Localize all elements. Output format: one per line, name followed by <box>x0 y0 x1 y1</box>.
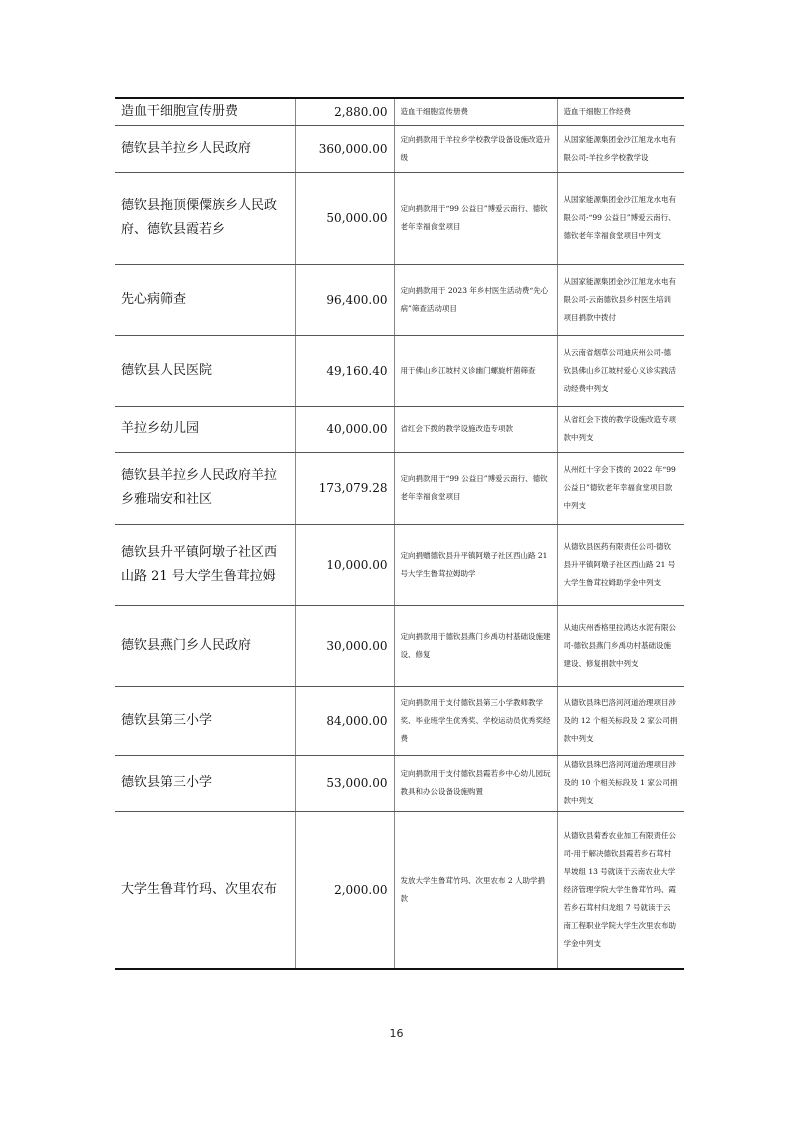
usage-description: 定向捐款用于 2023 年乡村医生活动费“先心病”筛查活动项目 <box>394 264 557 335</box>
recipient-name: 德钦县羊拉乡人民政府羊拉乡雅瑞安和社区 <box>115 452 295 524</box>
amount-value: 2,880.00 <box>295 98 394 125</box>
usage-description: 造血干细胞宣传册费 <box>394 98 557 125</box>
table-row <box>115 452 684 524</box>
fund-source: 从德钦县珠巴洛河河道治理项目涉及的 10 个相关标段及 1 家公司捐款中列支 <box>557 755 684 811</box>
usage-description: 定向捐款用于“99 公益日”博爱云南行、德钦老年幸福食堂项目 <box>394 172 557 264</box>
recipient-name: 先心病筛查 <box>115 264 295 335</box>
usage-description: 定向捐款用于支付德钦县第三小学教师教学奖、毕业班学生优秀奖、学校运动员优秀奖经费 <box>394 686 557 755</box>
amount-value: 49,160.40 <box>295 335 394 406</box>
donation-table <box>115 97 684 970</box>
usage-description: 发放大学生鲁茸竹玛、次里农布 2 人助学捐款 <box>394 811 557 969</box>
recipient-name: 造血干细胞宣传册费 <box>115 98 295 125</box>
fund-source: 从国家能源集团金沙江旭龙水电有限公司-羊拉乡学校教学设 <box>557 125 684 172</box>
table-row <box>115 406 684 452</box>
usage-description: 定向捐赠德钦县升平镇阿墩子社区西山路 21 号大学生鲁茸拉姆助学 <box>394 524 557 605</box>
amount-value: 360,000.00 <box>295 125 394 172</box>
recipient-name: 德钦县人民医院 <box>115 335 295 406</box>
amount-value: 30,000.00 <box>295 605 394 686</box>
usage-description: 定向捐款用于羊拉乡学校教学设备设施改造升级 <box>394 125 557 172</box>
usage-description: 定向捐款用于支付德钦县霞若乡中心幼儿园玩教具和办公设备设施购置 <box>394 755 557 811</box>
table-row <box>115 98 684 125</box>
amount-value: 40,000.00 <box>295 406 394 452</box>
usage-description: 省红会下拨的教学设施改造专项款 <box>394 406 557 452</box>
recipient-name: 羊拉乡幼儿园 <box>115 406 295 452</box>
fund-source: 从州红十字会下拨的 2022 年“99 公益日”德钦老年幸福食堂项目款中列支 <box>557 452 684 524</box>
amount-value: 173,079.28 <box>295 452 394 524</box>
recipient-name: 德钦县升平镇阿墩子社区西山路 21 号大学生鲁茸拉姆 <box>115 524 295 605</box>
fund-source: 从德钦县珠巴洛河河道治理项目涉及的 12 个相关标段及 2 家公司捐款中列支 <box>557 686 684 755</box>
amount-value: 2,000.00 <box>295 811 394 969</box>
table-row <box>115 264 684 335</box>
fund-source: 从国家能源集团金沙江旭龙水电有限公司-云南德钦县乡村医生培训项目捐款中拨付 <box>557 264 684 335</box>
recipient-name: 德钦县燕门乡人民政府 <box>115 605 295 686</box>
amount-value: 84,000.00 <box>295 686 394 755</box>
table-row <box>115 125 684 172</box>
usage-description: 定向捐款用于“99 公益日”博爱云南行、德钦老年幸福食堂项目 <box>394 452 557 524</box>
recipient-name: 德钦县第三小学 <box>115 755 295 811</box>
table-row <box>115 686 684 755</box>
fund-source: 从国家能源集团金沙江旭龙水电有限公司-“99 公益日”博爱云南行、德钦老年幸福食堂项目中列支 <box>557 172 684 264</box>
table-row <box>115 524 684 605</box>
recipient-name: 大学生鲁茸竹玛、次里农布 <box>115 811 295 969</box>
fund-source: 造血干细胞工作经费 <box>557 98 684 125</box>
usage-description: 定向捐款用于德钦县燕门乡禹功村基础设施建设、修复 <box>394 605 557 686</box>
recipient-name: 德钦县羊拉乡人民政府 <box>115 125 295 172</box>
recipient-name: 德钦县拖顶傈僳族乡人民政府、德钦县霞若乡 <box>115 172 295 264</box>
amount-value: 96,400.00 <box>295 264 394 335</box>
usage-description: 用于佛山乡江坡村义诊幽门螺旋杆菌筛查 <box>394 335 557 406</box>
table-row <box>115 605 684 686</box>
fund-source: 从德钦县菊香农业加工有限责任公司-用于解决德钦县霞若乡石茸村旱坡组 13 号就读于云南农业大学经济管理学院大学生鲁茸竹玛、霞若乡石茸村归龙组 7 号就读于云南工程职业学院大学生次里农布助学金中列支 <box>557 811 684 969</box>
table-row <box>115 811 684 969</box>
amount-value: 10,000.00 <box>295 524 394 605</box>
recipient-name: 德钦县第三小学 <box>115 686 295 755</box>
fund-source: 从迪庆州香格里拉鸿达水泥有限公司-德钦县燕门乡禹功村基础设施建设、修复捐款中列支 <box>557 605 684 686</box>
fund-source: 从德钦县医药有限责任公司-德钦县升平镇阿墩子社区西山路 21 号大学生鲁茸拉姆助学金中列支 <box>557 524 684 605</box>
table-row <box>115 755 684 811</box>
table-row <box>115 172 684 264</box>
table-row <box>115 335 684 406</box>
amount-value: 50,000.00 <box>295 172 394 264</box>
page-number: 16 <box>389 1027 404 1040</box>
fund-source: 从云南省烟草公司迪庆州公司-德钦县佛山乡江坡村爱心义诊实践活动经费中列支 <box>557 335 684 406</box>
amount-value: 53,000.00 <box>295 755 394 811</box>
fund-source: 从省红会下拨的教学设施改造专项款中列支 <box>557 406 684 452</box>
